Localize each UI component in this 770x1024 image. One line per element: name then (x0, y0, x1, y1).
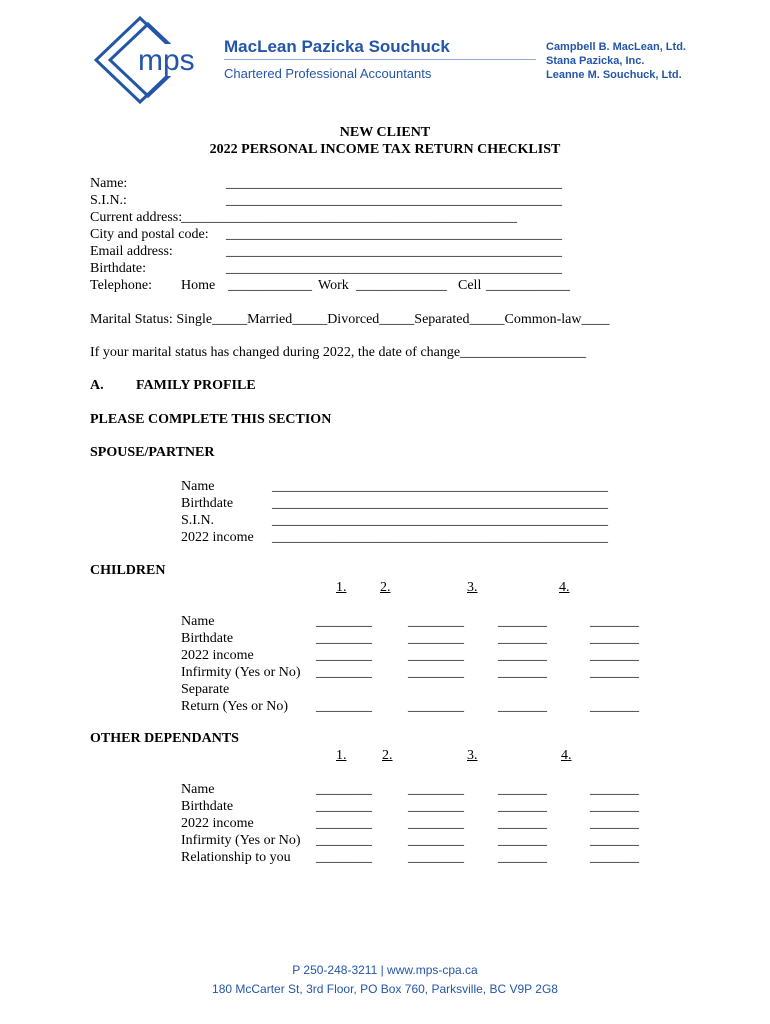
home-phone-field[interactable]: ____________ (228, 278, 312, 293)
child-cell[interactable]: ________ (316, 699, 372, 714)
children-col-3: 3. (467, 580, 478, 595)
spouse-birthdate-label: Birthdate (181, 496, 234, 511)
child-cell[interactable]: _______ (590, 631, 639, 646)
dependant-cell[interactable]: _______ (498, 782, 547, 797)
spouse-sin-field[interactable]: ________________________________________________ (272, 513, 608, 528)
dependant-cell[interactable]: ________ (408, 833, 464, 848)
firm-name: MacLean Pazicka Souchuck (224, 37, 450, 56)
child-cell[interactable]: ________ (408, 665, 464, 680)
dependant-cell[interactable]: ________ (316, 782, 372, 797)
spouse-sin-label: S.I.N. (181, 513, 215, 528)
section-letter: A. (90, 378, 104, 393)
children-col-1: 1. (336, 580, 347, 595)
dependant-cell[interactable]: _______ (590, 782, 639, 797)
dependant-row-label: Infirmity (Yes or No) (181, 833, 301, 848)
child-cell[interactable]: _______ (498, 648, 547, 663)
child-cell[interactable]: _______ (590, 699, 639, 714)
child-cell[interactable]: ________ (408, 631, 464, 646)
footer-contact: P 250-248-3211 | www.mps-cpa.ca (292, 963, 478, 977)
child-cell[interactable]: ________ (408, 648, 464, 663)
spouse-birthdate-field[interactable]: ________________________________________________ (272, 496, 608, 511)
dependant-row-label: 2022 income (181, 816, 254, 831)
firm-subtitle: Chartered Professional Accountants (224, 66, 432, 81)
child-row-label: 2022 income (181, 648, 254, 663)
dependants-col-4: 4. (561, 748, 572, 763)
dependant-row-label: Name (181, 782, 215, 797)
dependant-cell[interactable]: _______ (590, 816, 639, 831)
city-field[interactable]: ________________________________________________ (226, 227, 562, 242)
dependant-row-label: Relationship to you (181, 850, 291, 865)
dependants-col-1: 1. (336, 748, 347, 763)
sin-label: S.I.N.: (90, 193, 127, 208)
dependants-col-3: 3. (467, 748, 478, 763)
email-label: Email address: (90, 244, 173, 259)
section-title: FAMILY PROFILE (136, 378, 256, 393)
child-cell[interactable]: _______ (590, 614, 639, 629)
dependant-cell[interactable]: ________ (408, 799, 464, 814)
dependant-cell[interactable]: _______ (498, 799, 547, 814)
spouse-name-field[interactable]: ________________________________________________ (272, 479, 608, 494)
child-row-label: Infirmity (Yes or No) (181, 665, 301, 680)
marital-change-date[interactable]: If your marital status has changed during 2022, the date of change__________________ (90, 345, 587, 360)
child-cell[interactable]: _______ (590, 648, 639, 663)
dependant-cell[interactable]: ________ (408, 850, 464, 865)
telephone-label: Telephone: (90, 278, 152, 293)
child-cell[interactable]: _______ (498, 614, 547, 629)
child-cell[interactable]: _______ (590, 665, 639, 680)
partner-1: Campbell B. MacLean, Ltd. (546, 41, 686, 53)
child-row-label: Birthdate (181, 631, 234, 646)
child-cell[interactable]: ________ (316, 614, 372, 629)
spouse-income-field[interactable]: ________________________________________________ (272, 530, 608, 545)
birthdate-label: Birthdate: (90, 261, 146, 276)
sin-field[interactable]: ________________________________________________ (226, 193, 562, 208)
child-row-label: Name (181, 614, 215, 629)
cell-phone-field[interactable]: ____________ (486, 278, 570, 293)
mps-logo (92, 14, 210, 106)
address-field[interactable]: ________________________________________________ (181, 210, 517, 225)
children-col-4: 4. (559, 580, 570, 595)
cell-label: Cell (458, 278, 482, 293)
city-label: City and postal code: (90, 227, 209, 242)
child-cell[interactable]: ________ (316, 648, 372, 663)
dependant-cell[interactable]: _______ (590, 799, 639, 814)
dependant-cell[interactable]: ________ (316, 816, 372, 831)
section-instruction: PLEASE COMPLETE THIS SECTION (90, 412, 332, 427)
title-line-2: 2022 PERSONAL INCOME TAX RETURN CHECKLIST (209, 142, 561, 157)
child-cell[interactable]: ________ (316, 631, 372, 646)
partner-3: Leanne M. Souchuck, Ltd. (546, 69, 682, 81)
child-cell[interactable]: _______ (498, 665, 547, 680)
child-cell[interactable]: _______ (498, 699, 547, 714)
email-field[interactable]: ________________________________________________ (226, 244, 562, 259)
dependant-cell[interactable]: ________ (408, 782, 464, 797)
partner-2: Stana Pazicka, Inc. (546, 55, 645, 67)
child-cell[interactable]: _______ (498, 631, 547, 646)
logo-text: mps (138, 44, 195, 77)
dependant-cell[interactable]: ________ (316, 833, 372, 848)
dependants-col-2: 2. (382, 748, 393, 763)
address-label: Current address: (90, 210, 183, 225)
footer-address: 180 McCarter St, 3rd Floor, PO Box 760, Parksville, BC V9P 2G8 (212, 982, 558, 996)
name-field[interactable]: ________________________________________________ (226, 176, 562, 191)
children-col-2: 2. (380, 580, 391, 595)
spouse-income-label: 2022 income (181, 530, 254, 545)
dependant-cell[interactable]: ________ (408, 816, 464, 831)
child-row-label: Separate (181, 682, 230, 697)
dependant-row-label: Birthdate (181, 799, 234, 814)
dependant-cell[interactable]: _______ (498, 850, 547, 865)
dependant-cell[interactable]: _______ (498, 833, 547, 848)
dependant-cell[interactable]: _______ (498, 816, 547, 831)
name-label: Name: (90, 176, 128, 191)
header-divider (224, 59, 536, 60)
birthdate-field[interactable]: ________________________________________________ (226, 261, 562, 276)
dependant-cell[interactable]: _______ (590, 850, 639, 865)
dependant-cell[interactable]: _______ (590, 833, 639, 848)
home-label: Home (181, 278, 216, 293)
children-heading: CHILDREN (90, 563, 166, 578)
work-label: Work (318, 278, 349, 293)
spouse-name-label: Name (181, 479, 215, 494)
child-cell[interactable]: ________ (316, 665, 372, 680)
child-row-label: Return (Yes or No) (181, 699, 289, 714)
title-line-1: NEW CLIENT (339, 125, 431, 140)
child-cell[interactable]: ________ (408, 614, 464, 629)
dependants-heading: OTHER DEPENDANTS (90, 731, 239, 746)
dependant-cell[interactable]: ________ (316, 850, 372, 865)
dependant-cell[interactable]: ________ (316, 799, 372, 814)
marital-status[interactable]: Marital Status: Single_____Married_____Divorced_____Separated_____Common-law____ (90, 312, 610, 327)
work-phone-field[interactable]: _____________ (356, 278, 447, 293)
child-cell[interactable]: ________ (408, 699, 464, 714)
spouse-heading: SPOUSE/PARTNER (90, 445, 215, 460)
